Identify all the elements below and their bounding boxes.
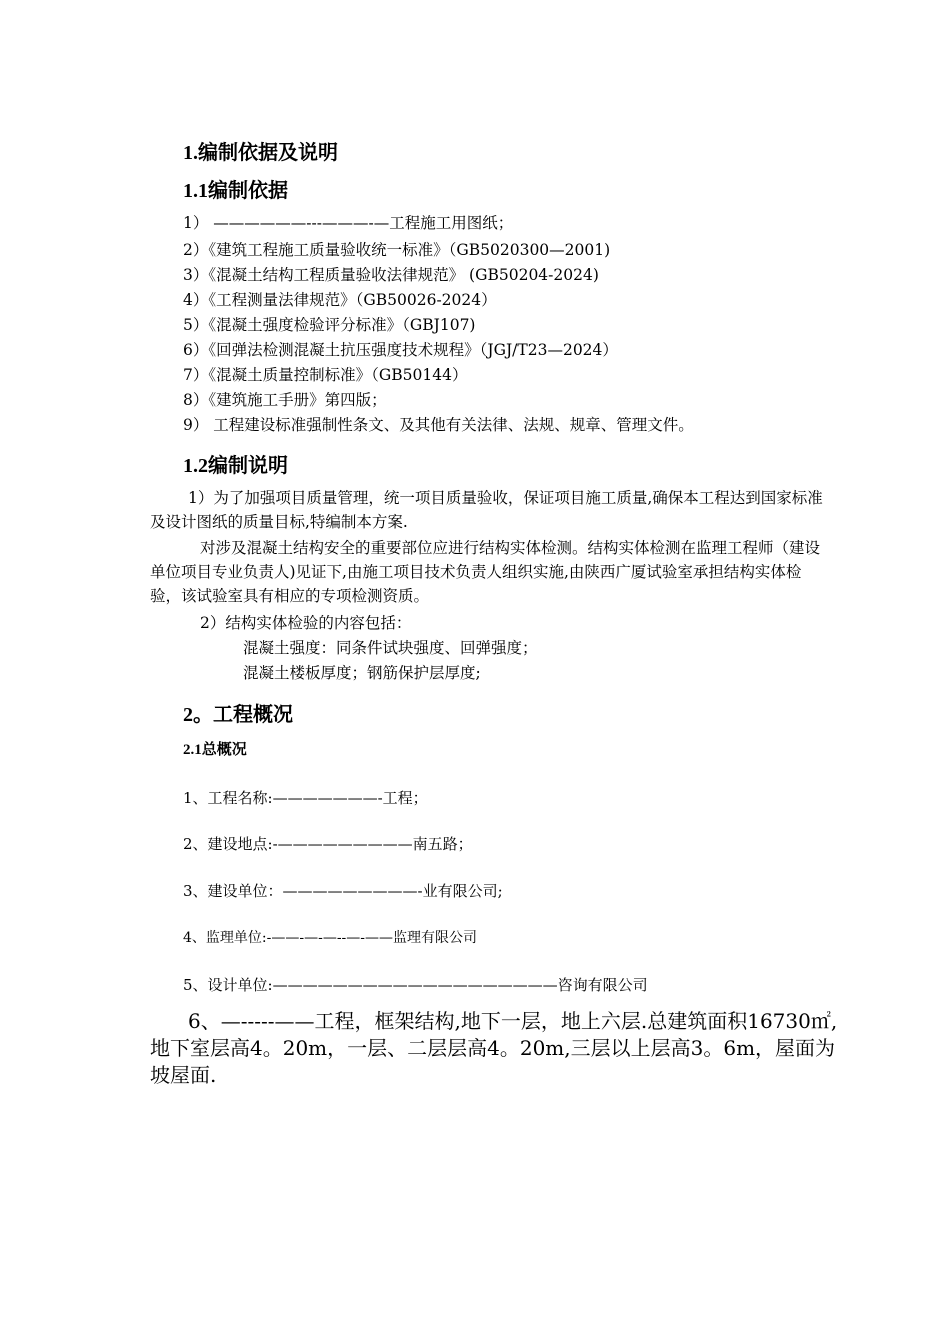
section-2-title: 2。工程概况 (183, 704, 293, 726)
section-2-1-title: 2.1总概况 (183, 742, 247, 758)
notes-paragraph-1: 1）为了加强项目质量管理，统一项目质量验收，保证项目施工质量,确保本工程达到国家标准及设计图纸的质量目标,特编制本方案. (150, 489, 823, 531)
basis-item-2: 2）《建筑工程施工质量验收统一标准》（GB5020300—2001) (183, 241, 611, 259)
basis-item-5: 5）《混凝土强度检验评分标准》（GBJ107) (183, 316, 476, 334)
overview-supervisor: 4、监理单位:-——-—-—--—-——监理有限公司 (183, 930, 478, 946)
overview-designer: 5、设计单位:———————————————————咨询有限公司 (183, 976, 648, 994)
overview-project-name: 1、工程名称:———————-工程； (183, 789, 428, 807)
basis-item-1: 1） ——————---———-—工程施工用图纸； (183, 214, 514, 232)
basis-item-7: 7）《混凝土质量控制标准》（GB50144） (183, 366, 468, 384)
notes-slab-thickness: 混凝土楼板厚度；钢筋保护层厚度; (243, 664, 481, 682)
basis-item-9: 9） 工程建设标准强制性条文、及其他有关法律、法规、规章、管理文件。 (183, 416, 694, 434)
overview-structure-description: 6、—-----——工程，框架结构,地下一层，地上六层.总建筑面积16730㎡,地下室层高4。20m，一层、二层层高4。20m,三层以上层高3。6m，屋面为坡屋面. (150, 1009, 838, 1087)
basis-item-4: 4）《工程测量法律规范》（GB50026-2024） (183, 291, 497, 309)
basis-item-8: 8）《建筑施工手册》第四版； (183, 391, 387, 409)
notes-concrete-strength: 混凝土强度：同条件试块强度、回弹强度； (243, 639, 538, 657)
section-1-2-title: 1.2编制说明 (183, 455, 288, 477)
section-1-1-title: 1.1编制依据 (183, 180, 288, 202)
basis-item-6: 6）《回弹法检测混凝土抗压强度技术规程》（JGJ/T23—2024） (183, 341, 618, 359)
notes-paragraph-3: 2）结构实体检验的内容包括： (200, 614, 412, 632)
overview-location: 2、建设地点:-—————————南五路； (183, 835, 473, 853)
section-1-title: 1.编制依据及说明 (183, 142, 338, 164)
basis-item-3: 3）《混凝土结构工程质量验收法律规范》 (GB50204-2024) (183, 266, 599, 284)
overview-owner: 3、建设单位：—————————-业有限公司; (183, 882, 503, 900)
notes-paragraph-2: 对涉及混凝土结构安全的重要部位应进行结构实体检测。结构实体检测在监理工程师（建设单位项目专业负责人)见证下,由施工项目技术负责人组织实施,由陕西广厦试验室承担结构实体检验，该试验室具有相应的专项检测资质。 (150, 539, 821, 605)
